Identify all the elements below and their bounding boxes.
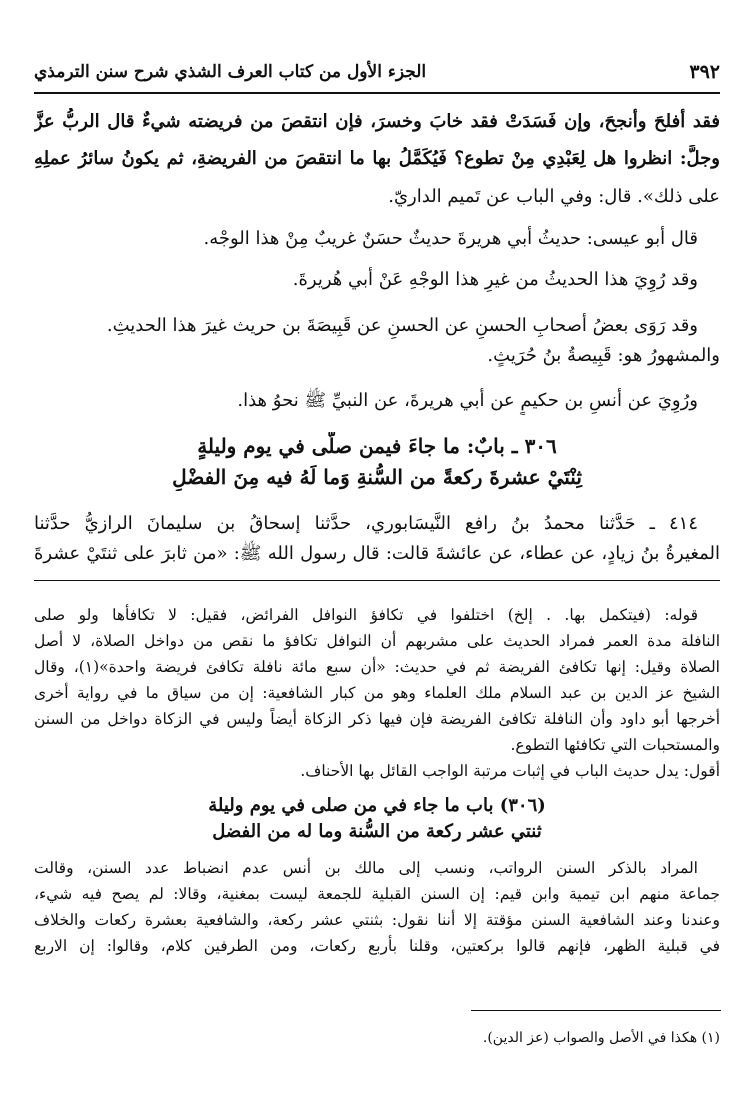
commentary-chapter-title-1: (٣٠٦) باب ما جاء في من صلى في يوم وليلة [208,795,546,816]
main-line-6: وقد رَوَى بعضُ أصحابِ الحسنِ عن الحسنِ عن قَبِيصَةَ بن حريث غيرَ هذا الحديثِ. [106,315,698,336]
main-line-1: فقد أفلحَ وأنجحَ، وإن فَسَدَتْ فقد خابَ وخسرَ، فإن انتقصَ من فريضته شيءٌ قال الربُّ عزَّ [34,111,720,132]
page-header [34,52,720,92]
header-divider [34,92,720,94]
commentary-line-1: قوله: (فيتكمل بها. . إلخ) اختلفوا في تكافؤ النوافل الفرائض، فقيل: لا تكافأها ولو صلى [34,606,698,624]
main-line-4: قال أبو عيسى: حديثُ أبي هريرةَ حديثٌ حسَنٌ غريبٌ مِنْ هذا الوجْه. [203,228,698,249]
commentary-line-9: جماعة منهم ابن تيمية وابن قيم: إن السنن القبلية للجمعة ليست بمغنية، وقالا: لم يصح فيه شيء، [34,885,720,903]
commentary-line-5: أخرجها أبو داود وأن النافلة تكافئ الفريضة فإن فيها ذكر الزكاة أيضاً وليس في الزكاة دواخل من السنن [34,710,720,728]
hadith-line-2: المغيرةُ بنُ زيادٍ، عن عطاء، عن عائشةَ قالت: قال رسول الله ﷺ: «من ثابرَ على ثنتَيْ عشرةَ [34,543,720,564]
main-line-3: على ذلك». قال: وفي الباب عن تَميم الداريّ. [388,186,720,207]
footnote: (١) هكذا في الأصل والصواب (عز الدين). [482,1030,720,1046]
hadith-line-1: ٤١٤ ـ حَدَّثنا محمدُ بنُ رافع النَّيسَابوري، حدَّثنا إسحاقُ بن سليمانَ الرازيُّ حدَّثنا [34,513,698,534]
main-line-5: وقد رُوِيَ هذا الحديثُ من غيرِ هذا الوجْهِ عَنْ أبي هُريرةَ. [292,269,698,290]
commentary-divider [34,580,720,581]
main-line-8: ورُوِيَ عن أنسِ بن حكيمٍ عن أبي هريرةَ، عن النبيِّ ﷺ نحوُ هذا. [237,390,698,411]
chapter-title-line-1: ٣٠٦ ـ بابٌ: ما جاءَ فيمن صلَّى في يوم وليلةٍ [197,434,557,458]
commentary-line-8: المراد بالذكر السنن الرواتب، ونسب إلى مالك بن أنس عدم انضباط عدد السنن، وقالت [34,859,698,877]
commentary-line-2: النافلة مدة العمر فمراد الحديث على مشربهم أن النوافل تكافؤ ما نقص من دواخل الصلاة، لا أصل [34,632,720,650]
main-line-2: وجلَّ: انظروا هل لِعَبْدِي مِنْ تطوع؟ فَيُكَمَّلُ بها ما انتقصَ من الفريضةِ، ثم يكونُ سائرُ عملِهِ [34,148,720,169]
commentary-line-7: أقول: يدل حديث الباب في إثبات مرتبة الواجب القائل بها الأحناف. [300,762,720,780]
footnote-divider [471,1010,721,1011]
commentary-chapter-title-2: ثنتي عشر ركعة من السُّنة وما له من الفضل [212,821,542,842]
commentary-line-6: والمستحبات التي تكافئها التطوع. [510,736,720,754]
main-line-7: والمشهورُ هو: قَبِيصةُ بنُ حُرَيثٍ. [487,345,720,366]
chapter-title-line-2: ثِنْتَيْ عشرةَ ركعةً من السُّنةِ وَما لَهُ فيه مِنَ الفضْلِ [172,465,582,489]
commentary-line-4: الشيخ عز الدين بن عبد السلام ملك العلماء وهو من كبار الشافعية: إن من سياق ما في رواية أخرى [34,684,720,702]
commentary-line-3: الصلاة وقيل: إنها تكافئ الفريضة ثم في حديث: «أن سبع مائة نافلة تكافئ فريضة واحدة»(١)، وقال [34,658,720,676]
commentary-line-11: في قبلية الظهر، فإنهم قالوا بركعتين، وقلنا بأربع ركعات، ومن الطرفين كلام، وقالوا: إن الاربع [34,937,720,955]
running-title: الجزء الأول من كتاب العرف الشذي شرح سنن الترمذي [34,62,427,82]
commentary-line-10: وعندنا وعند الشافعية السنن مؤقتة إلا أننا نقول: بثنتي عشر ركعة، والشافعية بعشرة ركعات والخلاف [34,911,720,929]
page-number: ٣٩٢ [689,61,720,83]
